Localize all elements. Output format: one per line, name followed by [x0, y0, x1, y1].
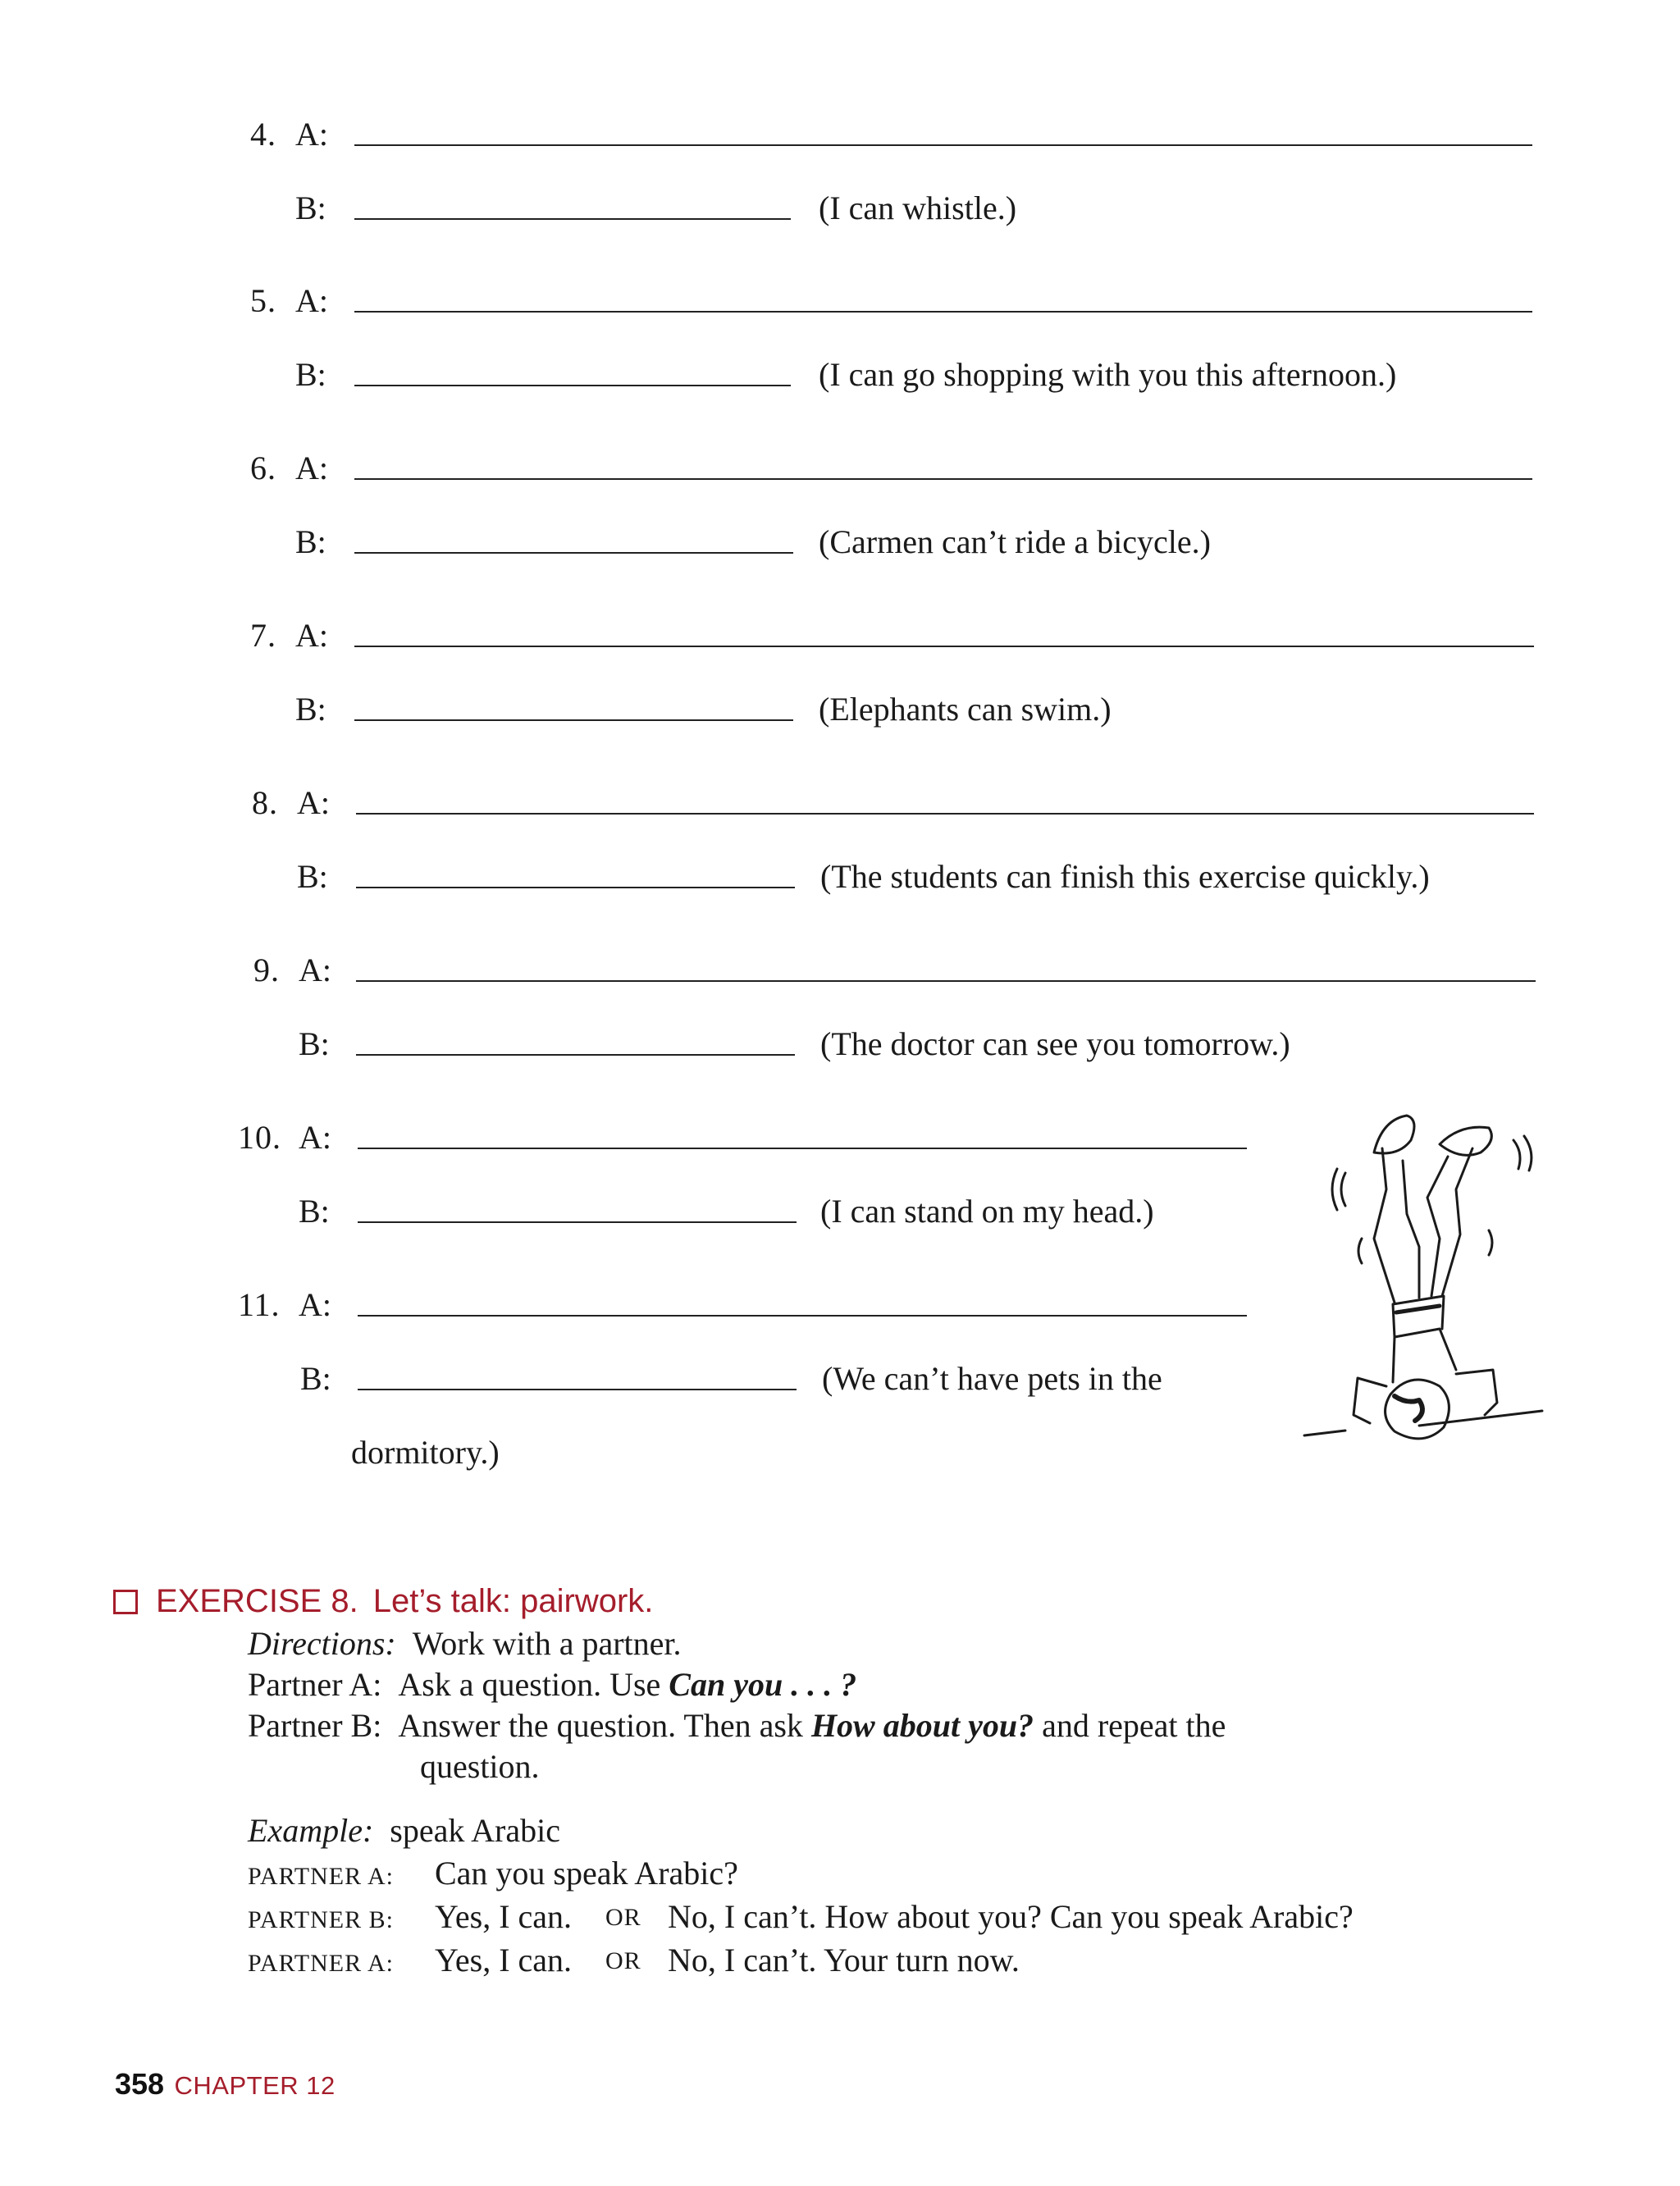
- exercise-heading: [113, 1583, 653, 1620]
- exercise-title: Let’s talk: pairwork.: [372, 1583, 654, 1619]
- example-utterance: Yes, I can.: [435, 1942, 573, 1978]
- example-or: OR: [605, 1947, 641, 1974]
- cue-text: (Elephants can swim.): [819, 691, 1112, 728]
- item-number: 10.: [238, 1119, 281, 1156]
- answer-line-b[interactable]: [354, 218, 791, 220]
- example-line: [248, 1811, 560, 1850]
- cue-text: (I can go shopping with you this afternoon.): [819, 356, 1397, 393]
- speaker-b-label: B:: [295, 189, 326, 226]
- speaker-b-label: B:: [295, 691, 326, 728]
- dialogue-item: [0, 281, 1680, 331]
- speaker-a-label: A:: [295, 450, 328, 486]
- directions-text: Work with a partner.: [412, 1625, 682, 1662]
- example-text: speak Arabic: [390, 1812, 560, 1849]
- answer-line-a[interactable]: [354, 478, 1532, 480]
- person-standing-on-head-icon: [1296, 1091, 1567, 1468]
- partner-a-line: [248, 1665, 856, 1704]
- directions-line: [248, 1624, 682, 1663]
- speaker-b-label: B:: [295, 356, 326, 393]
- partner-b-emphasis: How about you?: [810, 1707, 1034, 1744]
- item-number: 5.: [250, 282, 276, 319]
- item-number: 7.: [250, 617, 276, 654]
- speaker-b-label: B:: [300, 1360, 331, 1397]
- partner-b-text: Answer the question. Then ask: [398, 1707, 811, 1744]
- answer-line-a[interactable]: [358, 1315, 1247, 1317]
- dialogue-item: [0, 951, 1680, 1000]
- cue-text: (The students can finish this exercise quickly.): [820, 858, 1430, 895]
- dialogue-item: [0, 115, 1680, 164]
- answer-line-b[interactable]: [354, 719, 793, 721]
- answer-line-b[interactable]: [358, 1389, 797, 1390]
- speaker-a-label: A:: [299, 1119, 331, 1156]
- example-speaker: PARTNER A:: [248, 1950, 394, 1977]
- speaker-b-label: B:: [297, 858, 328, 895]
- item-number: 11.: [238, 1286, 281, 1323]
- partner-a-label: Partner A:: [248, 1666, 382, 1703]
- cue-text: (The doctor can see you tomorrow.): [820, 1025, 1290, 1062]
- partner-b-text-continued: question.: [420, 1748, 540, 1785]
- partner-b-label: Partner B:: [248, 1707, 382, 1744]
- item-number: 6.: [250, 450, 276, 486]
- speaker-a-label: A:: [295, 282, 328, 319]
- speaker-a-label: A:: [295, 617, 328, 654]
- answer-line-a[interactable]: [356, 813, 1534, 815]
- speaker-b-label: B:: [299, 1025, 330, 1062]
- partner-a-text: Ask a question. Use: [398, 1666, 669, 1703]
- example-dialogue-line: [248, 1897, 1560, 1936]
- example-label: Example:: [248, 1812, 374, 1849]
- cue-text: (I can whistle.): [819, 189, 1017, 226]
- item-number: 8.: [252, 784, 278, 821]
- cue-text: (Carmen can’t ride a bicycle.): [819, 523, 1211, 560]
- example-utterance-alt: No, I can’t. How about you? Can you speak Arabic?: [668, 1898, 1354, 1935]
- partner-a-emphasis: Can you . . . ?: [669, 1666, 857, 1703]
- dialogue-item: [0, 857, 1680, 906]
- example-speaker: PARTNER A:: [248, 1863, 394, 1890]
- example-utterance: Can you speak Arabic?: [435, 1855, 738, 1892]
- speaker-a-label: A:: [295, 116, 328, 153]
- answer-line-a[interactable]: [356, 980, 1536, 982]
- dialogue-item: [0, 616, 1680, 665]
- item-number: 4.: [250, 116, 276, 153]
- example-utterance: Yes, I can.: [435, 1898, 573, 1935]
- answer-line-a[interactable]: [358, 1148, 1247, 1149]
- speaker-b-label: B:: [295, 523, 326, 560]
- partner-b-line: [248, 1706, 1226, 1745]
- answer-line-b[interactable]: [354, 552, 793, 554]
- answer-line-b[interactable]: [356, 887, 795, 888]
- page-number: 358: [115, 2067, 165, 2101]
- example-dialogue-line: [248, 1854, 738, 1892]
- directions-label: Directions:: [248, 1625, 396, 1662]
- example-dialogue-line: [248, 1941, 1560, 1979]
- answer-line-a[interactable]: [354, 646, 1534, 647]
- example-utterance-alt: No, I can’t. Your turn now.: [668, 1942, 1020, 1978]
- dialogue-item: [0, 355, 1680, 404]
- speaker-a-label: A:: [299, 952, 331, 988]
- speaker-b-label: B:: [299, 1193, 330, 1230]
- dialogue-item: [0, 690, 1680, 739]
- cue-text: (We can’t have pets in the: [822, 1360, 1162, 1397]
- dialogue-item: [0, 189, 1680, 238]
- speaker-a-label: A:: [299, 1286, 331, 1323]
- answer-line-a[interactable]: [354, 144, 1532, 146]
- exercise-number: EXERCISE 8.: [156, 1583, 358, 1619]
- answer-line-b[interactable]: [358, 1221, 797, 1223]
- dialogue-item: [0, 783, 1680, 833]
- answer-line-b[interactable]: [356, 1054, 795, 1056]
- answer-line-a[interactable]: [354, 311, 1532, 313]
- exercise-checkbox[interactable]: [113, 1590, 138, 1614]
- speaker-a-label: A:: [297, 784, 330, 821]
- example-speaker: PARTNER B:: [248, 1906, 394, 1933]
- cue-text: (I can stand on my head.): [820, 1193, 1154, 1230]
- item-number: 9.: [253, 952, 280, 988]
- page-footer: [115, 2067, 336, 2102]
- answer-line-b[interactable]: [354, 385, 791, 386]
- chapter-label: CHAPTER 12: [174, 2071, 336, 2100]
- dialogue-item: [0, 449, 1680, 498]
- example-or: OR: [605, 1904, 641, 1931]
- cue-text-continued: dormitory.): [351, 1434, 500, 1471]
- partner-b-text-end: and repeat the: [1034, 1707, 1226, 1744]
- dialogue-item: [0, 1025, 1680, 1074]
- dialogue-item: [0, 523, 1680, 572]
